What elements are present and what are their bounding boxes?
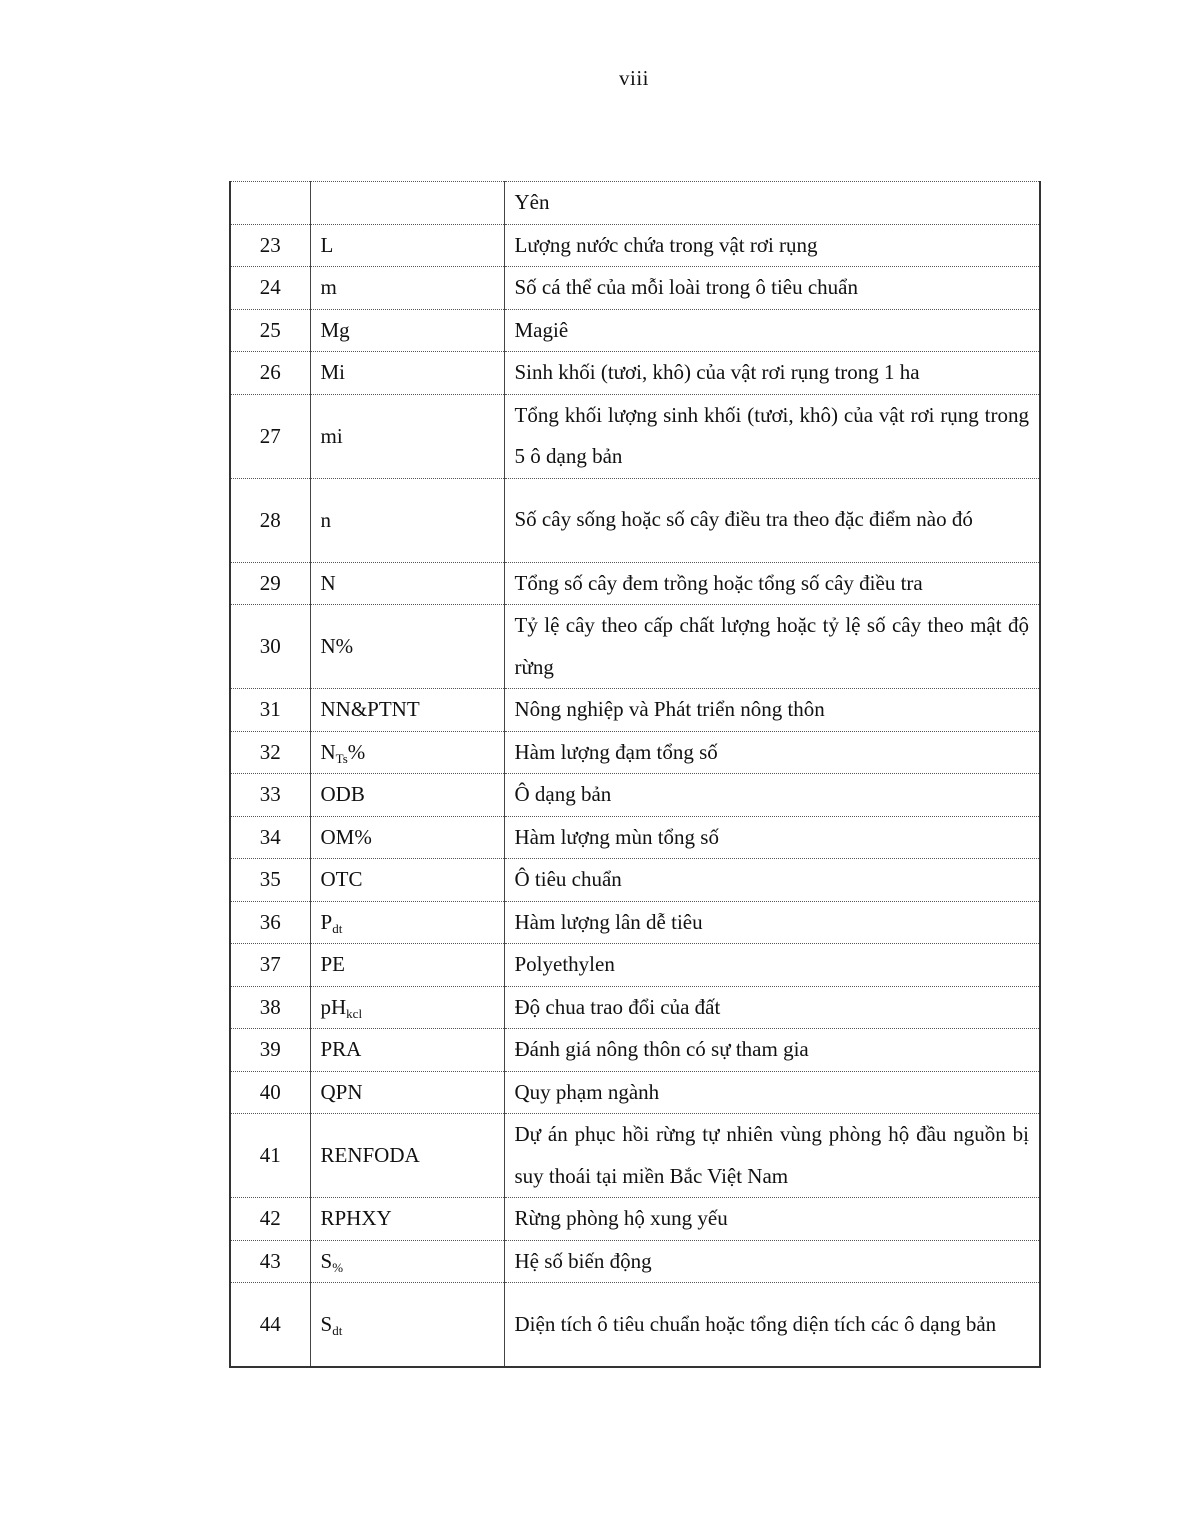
abbreviation-cell (310, 816, 504, 859)
table-row-continuation (230, 182, 1040, 225)
row-number-cell: 44 (230, 1283, 310, 1368)
row-number-cell: 27 (230, 394, 310, 478)
abbreviation-subscript: Ts (335, 750, 348, 766)
abbreviation-cell (310, 731, 504, 774)
description-cell: Magiê (504, 309, 1040, 352)
table-row (230, 1198, 1040, 1241)
abbreviation-text: OM% (320, 824, 372, 849)
description-cell: Quy phạm ngành (504, 1071, 1040, 1114)
table-row (230, 774, 1040, 817)
abbreviation-cell (310, 1240, 504, 1283)
table-row (230, 394, 1040, 478)
row-number-cell: 32 (230, 731, 310, 774)
row-number-cell: 43 (230, 1240, 310, 1283)
abbreviation-text: PRA (320, 1037, 362, 1062)
row-number-cell: 29 (230, 562, 310, 605)
abbreviation-text: N (320, 739, 336, 764)
description-cell: Số cây sống hoặc số cây điều tra theo đặc điểm nào đó (504, 478, 1040, 562)
description-cell: Rừng phòng hộ xung yếu (504, 1198, 1040, 1241)
table-row (230, 352, 1040, 395)
description-cell: Sinh khối (tươi, khô) của vật rơi rụng trong 1 ha (504, 352, 1040, 395)
row-number-cell: 42 (230, 1198, 310, 1241)
table-row (230, 562, 1040, 605)
abbreviation-cell (310, 1114, 504, 1198)
description-cell: Ô tiêu chuẩn (504, 859, 1040, 902)
table-row (230, 478, 1040, 562)
row-number-cell: 36 (230, 901, 310, 944)
description-cell: Đánh giá nông thôn có sự tham gia (504, 1029, 1040, 1072)
table-row (230, 731, 1040, 774)
abbreviation-cell (310, 859, 504, 902)
description-cell: Tổng khối lượng sinh khối (tươi, khô) của vật rơi rụng trong 5 ô dạng bản (504, 394, 1040, 478)
abbreviation-cell (310, 986, 504, 1029)
description-cell: Nông nghiệp và Phát triển nông thôn (504, 689, 1040, 732)
abbreviation-text: S (320, 1248, 333, 1273)
abbreviation-text: pH (320, 994, 347, 1019)
description-cell: Độ chua trao đổi của đất (504, 986, 1040, 1029)
abbreviation-subscript: dt (332, 920, 343, 936)
abbreviation-cell (310, 1029, 504, 1072)
table-row (230, 605, 1040, 689)
table-row (230, 944, 1040, 987)
abbreviation-text: RPHXY (320, 1206, 392, 1231)
abbreviation-cell (310, 394, 504, 478)
abbreviation-text: mi (320, 423, 343, 448)
row-number-cell: 41 (230, 1114, 310, 1198)
table-row (230, 901, 1040, 944)
abbreviation-text: QPN (320, 1079, 363, 1104)
abbreviation-text: OTC (320, 867, 363, 892)
description-cell: Polyethylen (504, 944, 1040, 987)
abbreviation-text: S (320, 1312, 333, 1336)
abbreviation-text: L (320, 232, 334, 257)
abbreviation-subscript: kcl (346, 1005, 363, 1021)
abbreviation-cell (310, 1071, 504, 1114)
description-cell: Tỷ lệ cây theo cấp chất lượng hoặc tỷ lệ số cây theo mật độ rừng (504, 605, 1040, 689)
row-number-cell: 37 (230, 944, 310, 987)
description-cell: Dự án phục hồi rừng tự nhiên vùng phòng hộ đầu nguồn bị suy thoái tại miền Bắc Việt Nam (504, 1114, 1040, 1198)
table-row (230, 859, 1040, 902)
table-row (230, 1029, 1040, 1072)
row-number-cell: 34 (230, 816, 310, 859)
description-cell: Số cá thể của mỗi loài trong ô tiêu chuẩn (504, 267, 1040, 310)
abbreviation-text: ODB (320, 782, 365, 807)
abbreviation-text: P (320, 909, 333, 934)
table-row (230, 309, 1040, 352)
row-number-cell: 24 (230, 267, 310, 310)
table-row (230, 267, 1040, 310)
abbreviation-cell (310, 182, 504, 225)
row-number-cell: 25 (230, 309, 310, 352)
row-number-cell: 26 (230, 352, 310, 395)
table-row (230, 1071, 1040, 1114)
description-cell: Diện tích ô tiêu chuẩn hoặc tổng diện tích các ô dạng bản (504, 1283, 1040, 1368)
row-number-cell: 39 (230, 1029, 310, 1072)
table-row (230, 224, 1040, 267)
abbreviation-suffix: % (347, 739, 366, 764)
table-row (230, 1114, 1040, 1198)
abbreviation-table (229, 181, 1041, 1368)
abbreviation-text: Mg (320, 317, 350, 342)
abbreviation-cell (310, 605, 504, 689)
description-cell: Tổng số cây đem trồng hoặc tổng số cây điều tra (504, 562, 1040, 605)
abbreviation-subscript: % (332, 1259, 344, 1275)
description-cell: Ô dạng bản (504, 774, 1040, 817)
abbreviation-text: m (320, 275, 337, 300)
abbreviation-cell (310, 1198, 504, 1241)
row-number-cell: 40 (230, 1071, 310, 1114)
abbreviation-cell (310, 901, 504, 944)
abbreviation-subscript: dt (332, 1323, 343, 1338)
abbreviation-text: PE (320, 952, 346, 977)
description-cell: Hàm lượng đạm tổng số (504, 731, 1040, 774)
description-cell: Hàm lượng lân dễ tiêu (504, 901, 1040, 944)
abbreviation-cell (310, 352, 504, 395)
abbreviation-cell (310, 944, 504, 987)
row-number-cell (230, 182, 310, 225)
abbreviation-cell (310, 774, 504, 817)
abbreviation-cell (310, 224, 504, 267)
row-number-cell: 35 (230, 859, 310, 902)
abbreviation-cell (310, 689, 504, 732)
row-number-cell: 28 (230, 478, 310, 562)
table-row (230, 986, 1040, 1029)
row-number-cell: 30 (230, 605, 310, 689)
abbreviation-text: RENFODA (320, 1143, 420, 1167)
description-cell: Hệ số biến động (504, 1240, 1040, 1283)
row-number-cell: 31 (230, 689, 310, 732)
abbreviation-text: N% (320, 634, 354, 658)
description-cell: Lượng nước chứa trong vật rơi rụng (504, 224, 1040, 267)
description-cell: Hàm lượng mùn tổng số (504, 816, 1040, 859)
abbreviation-text: n (320, 507, 331, 532)
abbreviation-text: NN&PTNT (320, 697, 420, 722)
row-number-cell: 38 (230, 986, 310, 1029)
abbreviation-cell (310, 267, 504, 310)
abbreviation-cell (310, 1283, 504, 1368)
table-row (230, 689, 1040, 732)
table-row (230, 1283, 1040, 1368)
abbreviation-cell (310, 309, 504, 352)
table-row (230, 816, 1040, 859)
abbreviation-cell (310, 562, 504, 605)
abbreviation-cell (310, 478, 504, 562)
abbreviation-text: Mi (320, 360, 346, 385)
page-number: viii (618, 66, 649, 90)
table-body (230, 182, 1040, 1368)
table-row (230, 1240, 1040, 1283)
abbreviation-text: N (320, 570, 336, 595)
description-cell: Yên (504, 182, 1040, 225)
row-number-cell: 33 (230, 774, 310, 817)
row-number-cell: 23 (230, 224, 310, 267)
